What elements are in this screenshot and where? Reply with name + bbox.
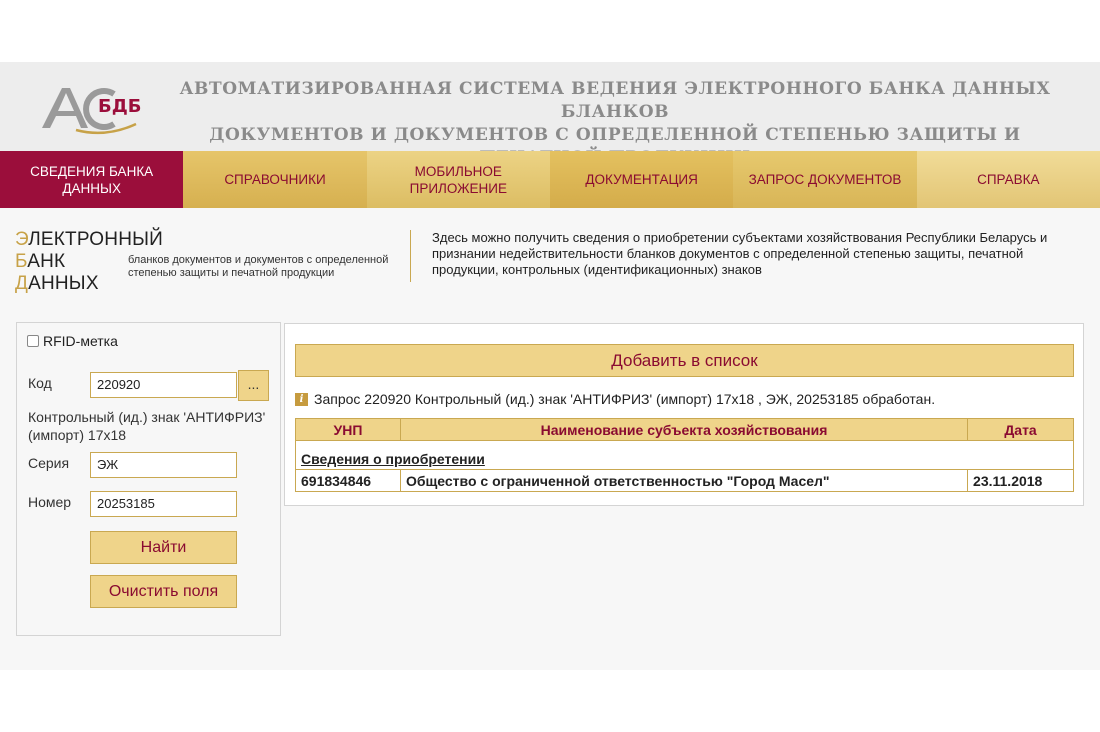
number-input[interactable]: 20253185 [90,491,237,517]
results-table [295,418,1074,492]
nav-item-database-info[interactable] [0,151,183,208]
col-date: Дата [968,419,1074,441]
code-input[interactable]: 220920 [90,372,237,398]
info-icon: i [295,393,308,406]
ebd-rest: АНК [27,251,66,272]
ebd-word-1 [15,230,163,250]
ebd-word-3 [15,274,99,294]
logo[interactable] [36,80,146,136]
col-unp: УНП [296,419,401,441]
logo-icon [36,80,146,136]
nav-label: СПРАВОЧНИКИ [224,172,326,187]
site-title-line2: ДОКУМЕНТОВ И ДОКУМЕНТОВ С ОПРЕДЕЛЕННОЙ СТЕПЕНЬЮ ЗАЩИТЫ И [209,125,1021,145]
search-panel [16,322,281,636]
intro-text: Здесь можно получить сведения о приобретении субъектами хозяйствования Республики Беларусь и признании недействительности бланков документов с определенной степенью защиты, печатной продукции, контрольных (идентификационных) знаков [432,230,1048,277]
clear-fields-button[interactable]: Очистить поля [90,575,237,608]
nav-label-line2: ДАННЫХ [62,180,121,196]
ebd-cap: Б [15,251,28,272]
ebd-rest: АННЫХ [28,273,99,294]
code-lookup-button[interactable]: ... [238,370,269,401]
main-nav [0,151,1100,208]
ebd-subtitle: бланков документов и документов с определенной степенью защиты и печатной продукции [128,254,389,279]
code-label: Код [28,375,52,391]
ebd-cap: Д [15,273,29,294]
rfid-checkbox[interactable] [27,335,39,347]
nav-label-line1: МОБИЛЬНОЕ [414,163,502,179]
content-area [0,208,1100,670]
header [0,62,1100,151]
number-label: Номер [28,494,72,510]
table-row [296,470,1074,492]
series-label: Серия [28,455,70,471]
cell-date: 23.11.2018 [968,470,1074,492]
nav-label: СПРАВКА [977,172,1040,187]
nav-item-documentation[interactable] [550,151,733,208]
ebd-word-2 [15,252,65,272]
result-panel [284,323,1084,506]
status-text: Запрос 220920 Контрольный (ид.) знак 'АНТИФРИЗ' (импорт) 17х18 , ЭЖ, 20253185 обработан. [314,391,936,407]
table-header-row [296,419,1074,441]
status-line [295,391,935,407]
group-title: Сведения о приобретении [296,441,1074,470]
nav-item-mobile-app[interactable] [367,151,550,208]
rfid-label: RFID-метка [43,333,118,349]
series-input[interactable]: ЭЖ [90,452,237,478]
cell-unp: 691834846 [296,470,401,492]
add-to-list-button[interactable]: Добавить в список [295,344,1074,377]
ebd-rest: ЛЕКТРОННЫЙ [28,229,164,250]
nav-item-directories[interactable] [183,151,366,208]
rfid-checkbox-row[interactable] [27,333,118,349]
nav-item-help[interactable] [917,151,1100,208]
heading-divider [410,230,411,282]
site-title-line1: АВТОМАТИЗИРОВАННАЯ СИСТЕМА ВЕДЕНИЯ ЭЛЕКТРОННОГО БАНКА ДАННЫХ БЛАНКОВ [179,79,1051,122]
ebd-heading [15,230,415,300]
code-description: Контрольный (ид.) знак 'АНТИФРИЗ' (импорт) 17х18 [28,409,266,443]
nav-label-line2: ПРИЛОЖЕНИЕ [409,180,508,196]
col-name: Наименование субъекта хозяйствования [400,419,967,441]
nav-label-line1: СВЕДЕНИЯ БАНКА [30,163,154,179]
ebd-cap: Э [15,229,29,250]
nav-label: ДОКУМЕНТАЦИЯ [585,172,698,187]
find-button[interactable]: Найти [90,531,237,564]
svg-text:БДБ: БДБ [98,96,142,117]
nav-item-request-documents[interactable] [733,151,916,208]
group-row [296,441,1074,470]
cell-name: Общество с ограниченной ответственностью "Город Масел" [400,470,967,492]
nav-label: ЗАПРОС ДОКУМЕНТОВ [748,172,902,187]
